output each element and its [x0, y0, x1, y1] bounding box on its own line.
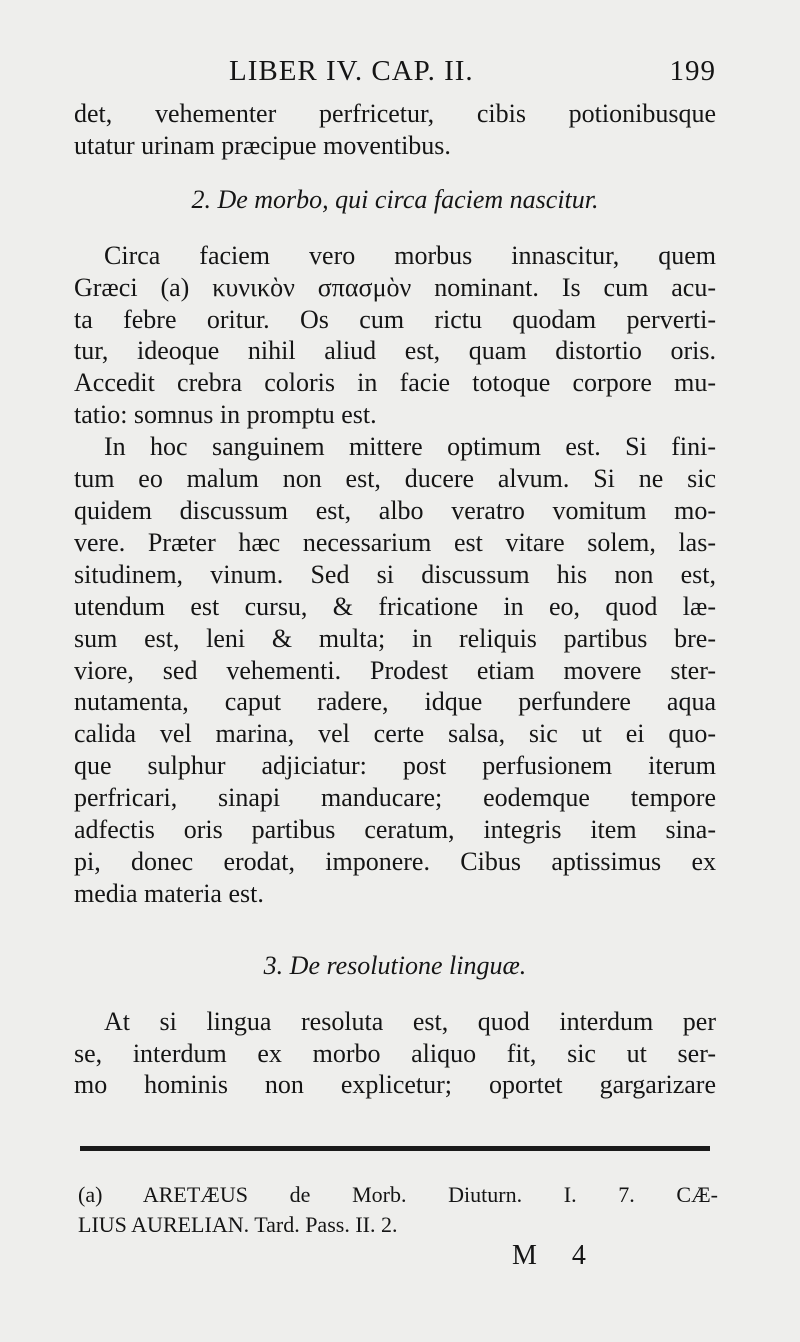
- footnote-line: (a) ARETÆUS de Morb. Diuturn. I. 7. CÆ-: [78, 1182, 718, 1207]
- text-line: mo hominis non explicetur; oportet gargarizare: [74, 1070, 716, 1100]
- text-line: pi, donec erodat, imponere. Cibus aptissimus ex: [74, 846, 716, 876]
- paragraph-4: [74, 1006, 716, 1102]
- page-number: 199: [669, 55, 716, 87]
- signature-mark: M 4: [512, 1240, 600, 1271]
- paragraph-1: [74, 98, 716, 162]
- section-heading-3: 3. De resolutione linguæ.: [263, 950, 527, 980]
- footnote-rule: [80, 1146, 710, 1151]
- text-line: tatio: somnus in promptu est.: [74, 400, 377, 430]
- text-line: nutamenta, caput radere, idque perfundere aqua: [74, 687, 716, 717]
- text-line: det, vehementer perfricetur, cibis potionibusque: [74, 99, 716, 128]
- text-line: tur, ideoque nihil aliud est, quam distortio oris.: [74, 336, 716, 366]
- text-line: perfricari, sinapi manducare; eodemque tempore: [74, 783, 716, 813]
- text-line: tum eo malum non est, ducere alvum. Si ne sic: [74, 464, 716, 494]
- text-line: In hoc sanguinem mittere optimum est. Si fini-: [104, 432, 716, 462]
- text-line: quidem discussum est, albo veratro vomitum mo-: [74, 495, 716, 525]
- text-line: utatur urinam præcipue moventibus.: [74, 130, 451, 160]
- text-line: ta febre oritur. Os cum rictu quodam perverti-: [74, 304, 716, 334]
- footnote-line: LIUS AURELIAN. Tard. Pass. II. 2.: [78, 1212, 398, 1237]
- paragraph-2: [74, 240, 716, 431]
- text-line: sum est, leni & multa; in reliquis partibus bre-: [74, 623, 716, 653]
- text-line: Græci (a) κυνικὸν σπασμὸν nominant. Is cum acu-: [74, 272, 716, 302]
- text-line: adfectis oris partibus ceratum, integris item sina-: [74, 815, 716, 845]
- text-line: viore, sed vehementi. Prodest etiam movere ster-: [74, 655, 716, 685]
- text-line: media materia est.: [74, 878, 264, 908]
- footnote: [78, 1180, 718, 1240]
- text-line: Circa faciem vero morbus innascitur, quem: [104, 240, 716, 270]
- running-title: LIBER IV. CAP. II.: [229, 55, 474, 87]
- paragraph-3: [74, 431, 716, 910]
- page-header: [74, 55, 716, 95]
- text-line: que sulphur adjiciatur: post perfusionem iterum: [74, 751, 716, 781]
- section-heading-2: 2. De morbo, qui circa faciem nascitur.: [191, 184, 599, 214]
- text-line: se, interdum ex morbo aliquo fit, sic ut ser-: [74, 1038, 716, 1068]
- main-text: [74, 98, 716, 1101]
- text-line: Accedit crebra coloris in facie totoque corpore mu-: [74, 368, 716, 398]
- text-line: calida vel marina, vel certe salsa, sic ut ei quo-: [74, 719, 716, 749]
- text-line: vere. Præter hæc necessarium est vitare solem, las-: [74, 527, 716, 557]
- text-line: At si lingua resoluta est, quod interdum per: [104, 1006, 716, 1036]
- text-line: situdinem, vinum. Sed si discussum his non est,: [74, 559, 716, 589]
- text-line: utendum est cursu, & fricatione in eo, quod læ-: [74, 591, 716, 621]
